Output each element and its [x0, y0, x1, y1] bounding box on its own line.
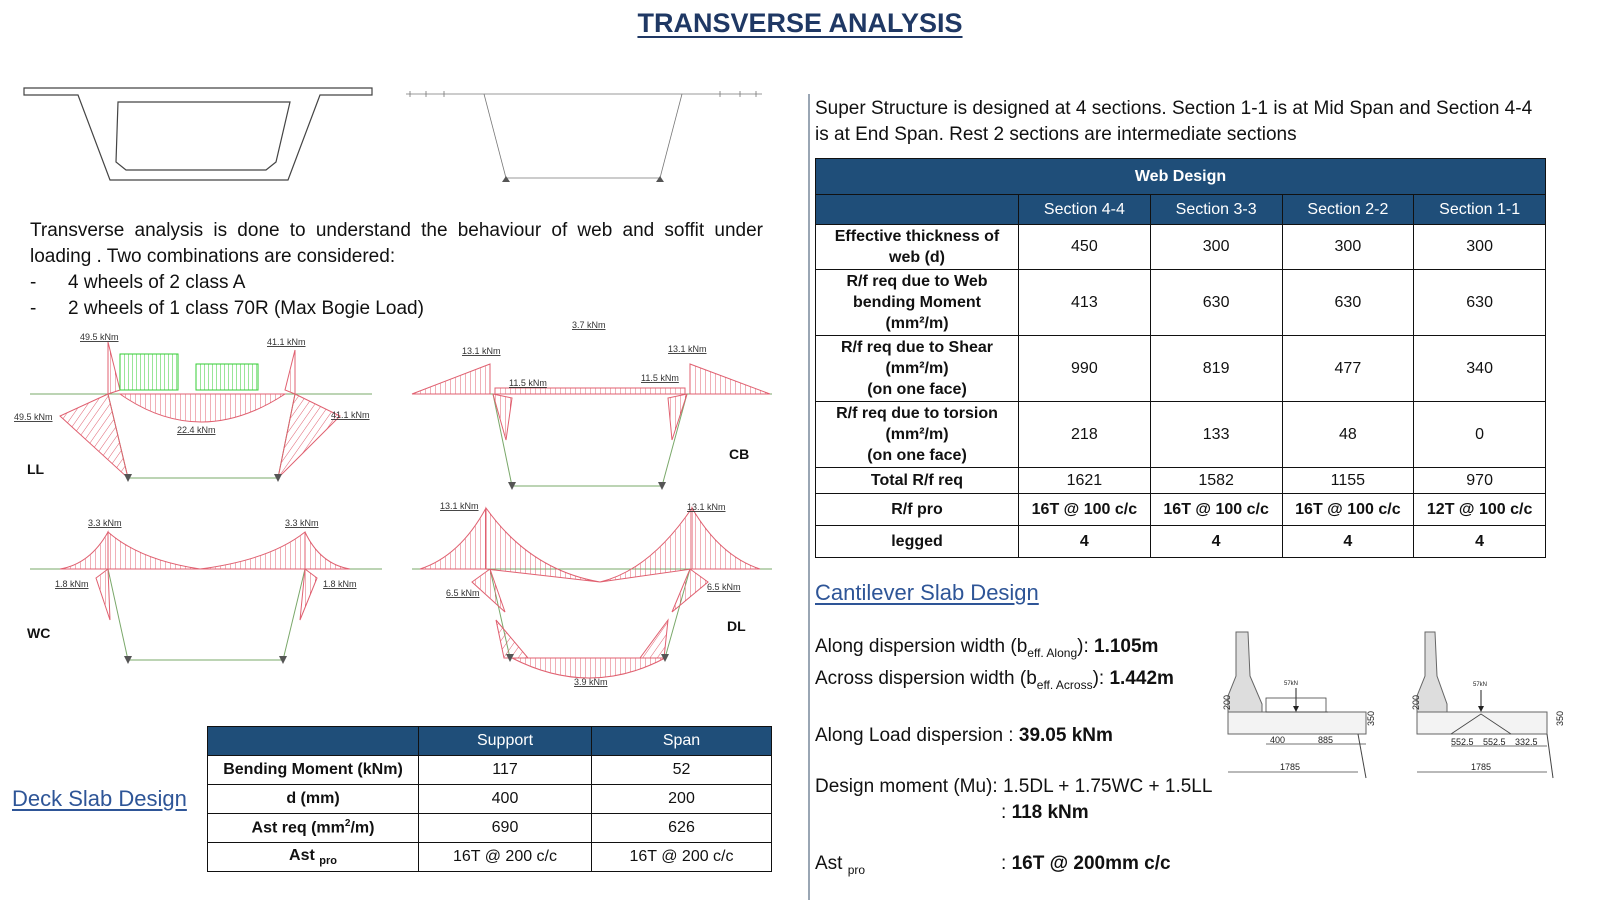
svg-text:350: 350 [1366, 710, 1376, 726]
dl-value: 6.5 kNm [707, 582, 741, 592]
wc-diagram [27, 518, 382, 664]
ast-provided: Ast $_{pro}$ : 16T @ 200mm c/c [815, 852, 1171, 877]
svg-text:885: 885 [1318, 735, 1334, 745]
dl-value: 13.1 kNm [687, 502, 726, 512]
table-cell: 4 [1019, 526, 1151, 558]
ll-value: 41.1 kNm [267, 337, 306, 347]
table-cell: 4 [1282, 526, 1414, 558]
table-cell: 630 [1414, 270, 1546, 336]
cb-diagram [412, 320, 772, 490]
table-header: Section 4-4 [1019, 195, 1151, 225]
across-width: Across dispersion width $(b_{eff. Across})$: 1.442m [815, 667, 1174, 692]
table-cell: 300 [1414, 225, 1546, 270]
table-cell: 218 [1019, 402, 1151, 468]
table-row: Ast req $(mm^2/m)$ 690 626 [208, 814, 772, 843]
table-header: Support [419, 727, 592, 756]
cb-value: 13.1 kNm [668, 344, 707, 354]
cb-value: 3.7 kNm [572, 320, 606, 330]
row-label: R/f req due to Shear (mm²/m) (on one face) [816, 336, 1019, 402]
wc-value: 3.3 kNm [88, 518, 122, 528]
svg-text:200: 200 [1411, 694, 1421, 710]
row-label: R/f req due to Web bending Moment (mm²/m) [816, 270, 1019, 336]
table-row [816, 402, 1546, 468]
transverse-intro [30, 218, 763, 322]
intro-line-1: Transverse analysis is done to understand the behaviour of web and soffit under [30, 220, 763, 241]
ll-label: LL [27, 461, 45, 477]
row-label: legged [816, 526, 1019, 558]
table-cell: 450 [1019, 225, 1151, 270]
table-row: d (mm) 400 200 [208, 785, 772, 814]
row-label: Effective thickness of web (d) [816, 225, 1019, 270]
along-width: Along dispersion width $(b_{eff. Along})$: 1.105m [815, 636, 1159, 660]
wc-label: WC [27, 625, 51, 641]
table-cell: 4 [1150, 526, 1282, 558]
table-cell: 630 [1282, 270, 1414, 336]
svg-text:332.5: 332.5 [1515, 737, 1538, 747]
table-row [816, 494, 1546, 526]
table-cell: 819 [1150, 336, 1282, 402]
moment-diagrams [0, 320, 790, 700]
web-design-table [815, 158, 1546, 558]
deck-slab-table [207, 726, 772, 872]
row-label: Total R/f req [816, 468, 1019, 494]
svg-text:1785: 1785 [1280, 762, 1301, 772]
box-girder-section-sketch [20, 82, 380, 186]
cantilever-details [815, 634, 1215, 882]
table-cell: 413 [1019, 270, 1151, 336]
table-cell: 0 [1414, 402, 1546, 468]
table-cell: 340 [1414, 336, 1546, 402]
table-cell: 4 [1414, 526, 1546, 558]
bullet-text: 2 wheels of 1 class 70R (Max Bogie Load) [68, 298, 424, 319]
table-row: Ast $_{pro}$ 16T @ 200 c/c 16T @ 200 c/c [208, 843, 772, 872]
deck-slab-heading: Deck Slab Design [12, 786, 187, 811]
table-row [816, 336, 1546, 402]
table-header: Span [592, 727, 772, 756]
dl-label: DL [727, 618, 746, 634]
dl-value: 6.5 kNm [446, 588, 480, 598]
svg-text:400: 400 [1270, 735, 1286, 745]
table-row [816, 526, 1546, 558]
table-cell: 1155 [1282, 468, 1414, 494]
table-cell: 12T @ 100 c/c [1414, 494, 1546, 526]
table-cell: 990 [1019, 336, 1151, 402]
ll-value: 41.1 kNm [331, 410, 370, 420]
ll-value: 49.5 kNm [14, 412, 53, 422]
ll-value: 22.4 kNm [177, 425, 216, 435]
svg-text:200: 200 [1222, 694, 1232, 710]
table-row [816, 270, 1546, 336]
table-cell: 1621 [1019, 468, 1151, 494]
cantilever-heading: Cantilever Slab Design [815, 580, 1039, 605]
wc-value: 1.8 kNm [323, 579, 357, 589]
row-label: R/f pro [816, 494, 1019, 526]
table-cell: 477 [1282, 336, 1414, 402]
design-moment-value: : 118 kNm [1001, 801, 1089, 823]
table-cell: 16T @ 100 c/c [1019, 494, 1151, 526]
design-moment: Design moment (Mu): 1.5DL + 1.75WC + 1.5LL [815, 775, 1213, 797]
svg-text:57kN: 57kN [1284, 681, 1299, 687]
table-header: Section 1-1 [1414, 195, 1546, 225]
bullet-text: 4 wheels of 2 class A [68, 272, 246, 293]
cb-value: 11.5 kNm [641, 373, 679, 383]
table-cell: 300 [1150, 225, 1282, 270]
cb-value: 13.1 kNm [462, 346, 501, 356]
row-label: R/f req due to torsion (mm²/m) (on one face) [816, 402, 1019, 468]
web-design-title: Web Design [816, 159, 1546, 195]
cb-label: CB [729, 446, 750, 462]
load-dispersion: Along Load dispersion : 39.05 kNm [815, 724, 1113, 746]
table-cell: 970 [1414, 468, 1546, 494]
table-cell: 16T @ 100 c/c [1282, 494, 1414, 526]
svg-text:350: 350 [1555, 710, 1565, 726]
table-cell: 16T @ 100 c/c [1150, 494, 1282, 526]
superstructure-intro: Super Structure is designed at 4 sections. Section 1-1 is at Mid Span and Section 4-4 is at End Span. Rest 2 sections are intermediate sections [815, 98, 1533, 145]
bullet-item: - 4 wheels of 2 class A [30, 270, 763, 296]
table-row [816, 468, 1546, 494]
cantilever-sketch-across [1395, 626, 1565, 786]
svg-text:552.5: 552.5 [1451, 737, 1474, 747]
table-cell: 1582 [1150, 468, 1282, 494]
cantilever-sketch-along [1198, 626, 1378, 786]
table-row [816, 225, 1546, 270]
dl-value: 13.1 kNm [440, 501, 479, 511]
table-cell: 630 [1150, 270, 1282, 336]
model-frame-sketch [400, 86, 770, 186]
svg-text:552.5: 552.5 [1483, 737, 1506, 747]
table-header: Section 2-2 [1282, 195, 1414, 225]
bullet-item: - 2 wheels of 1 class 70R (Max Bogie Load) [30, 296, 763, 322]
table-cell: 48 [1282, 402, 1414, 468]
cb-value: 11.5 kNm [509, 378, 547, 388]
table-cell: 133 [1150, 402, 1282, 468]
dl-value: 3.9 kNm [574, 677, 608, 687]
ll-value: 49.5 kNm [80, 332, 119, 342]
table-cell: 300 [1282, 225, 1414, 270]
dl-diagram [412, 501, 772, 687]
ll-diagram [14, 332, 372, 482]
page-title: TRANSVERSE ANALYSIS [637, 8, 963, 38]
wc-value: 3.3 kNm [285, 518, 319, 528]
table-header: Section 3-3 [1150, 195, 1282, 225]
column-divider [808, 94, 810, 900]
table-row: Bending Moment (kNm) 117 52 [208, 756, 772, 785]
wc-value: 1.8 kNm [55, 579, 89, 589]
svg-text:1785: 1785 [1471, 762, 1492, 772]
table-header [208, 727, 419, 756]
intro-line-2: loading . Two combinations are considered: [30, 246, 396, 267]
svg-text:57kN: 57kN [1473, 682, 1488, 688]
